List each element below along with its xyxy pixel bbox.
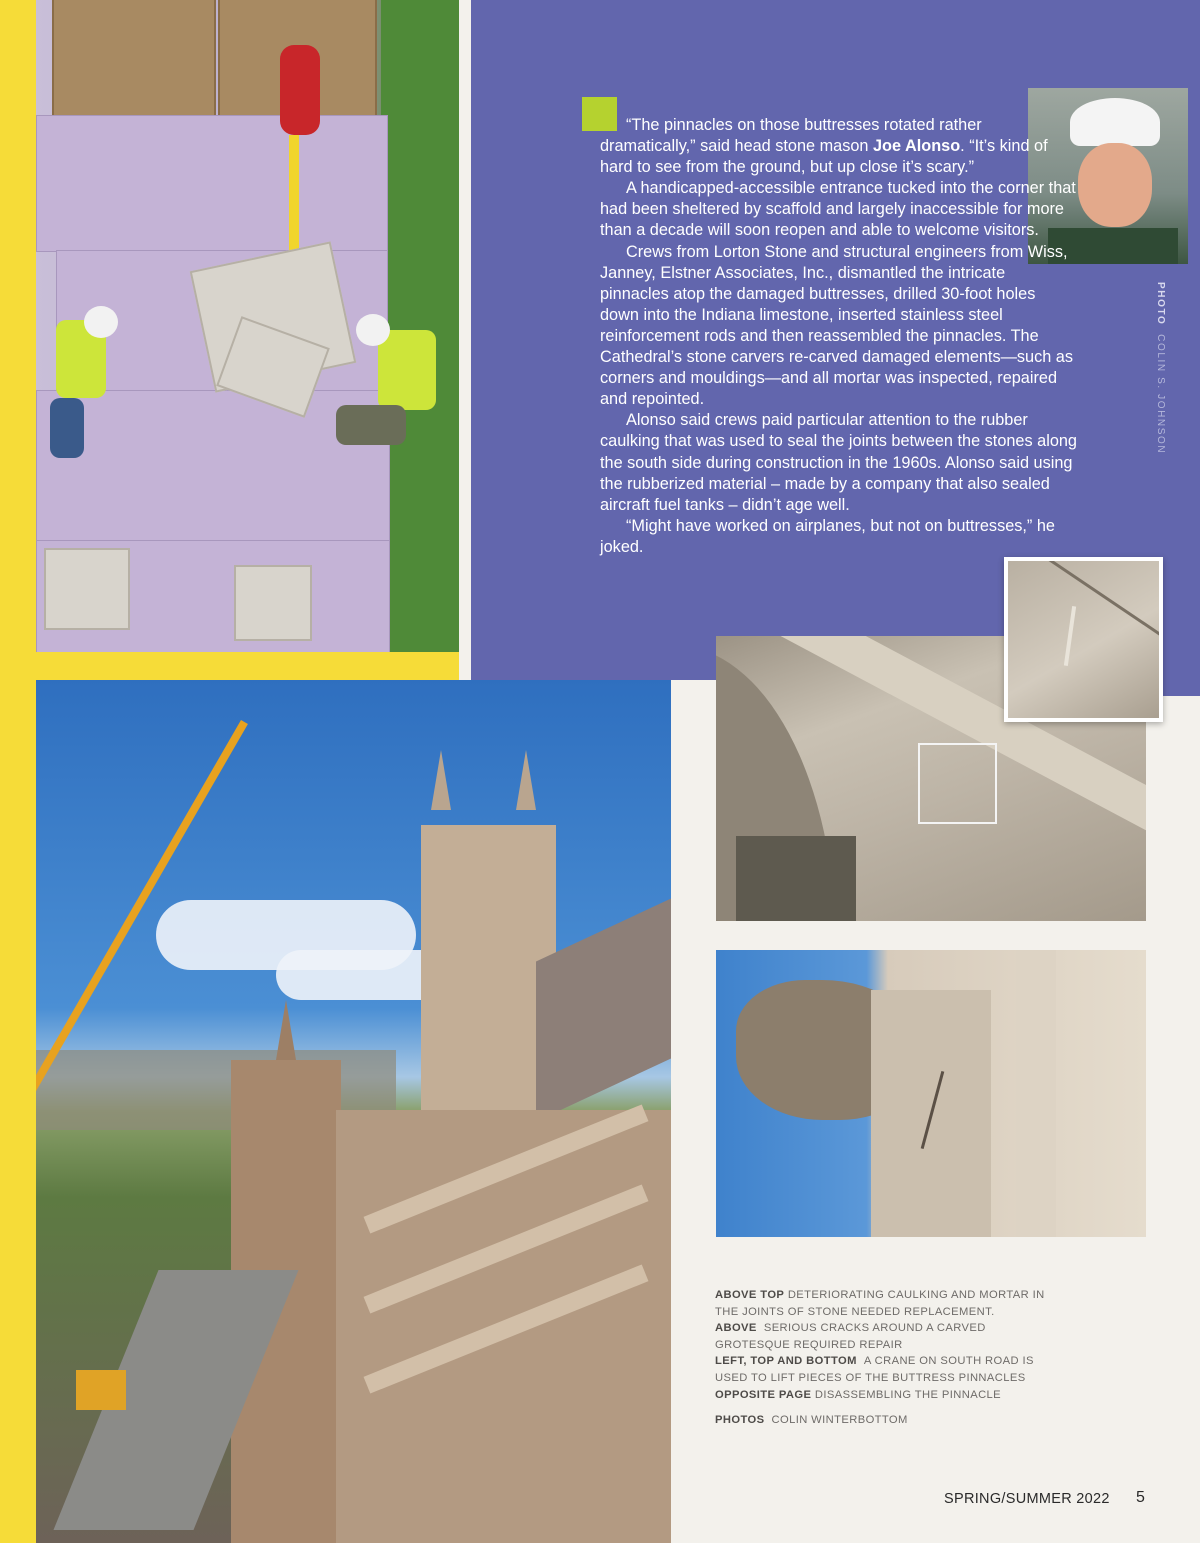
yellow-border-strip	[0, 0, 36, 1543]
article-body	[600, 115, 1078, 558]
body-paragraph-1: “The pinnacles on those buttresses rotated rather dramatically,” said head stone mason Joe Alonso. “It’s kind of hard to see from the ground, but up close it’s scary.”	[600, 116, 1048, 177]
headshot-credit-label: PHOTO	[1155, 282, 1166, 326]
body-paragraph-3: Crews from Lorton Stone and structural engineers from Wiss, Janney, Elstner Associates, Inc., dismantled the intricate pinnacles atop the damaged buttresses, drilled 30-foot holes down into the Indiana limestone, inserted stainless steel reinforcement rods and then reassembled the pinnacles. The Cathedral’s stone carvers re-carved damaged elements—such as corners and mouldings—and all mortar was inspected, repaired and repointed.	[600, 242, 1073, 409]
photo-caulking-closeup	[1004, 557, 1163, 722]
headshot-credit-name: COLIN S. JOHNSON	[1155, 334, 1166, 455]
caption-left: LEFT, TOP AND BOTTOM A CRANE ON SOUTH ROAD IS USED TO LIFT PIECES OF THE BUTTRESS PINNACLES	[715, 1355, 1034, 1384]
body-paragraph-5: “Might have worked on airplanes, but not on buttresses,” he joked.	[600, 516, 1055, 556]
caption-above: ABOVE SERIOUS CRACKS AROUND A CARVED GROTESQUE REQUIRED REPAIR	[715, 1322, 986, 1351]
speaker-name: Joe Alonso	[873, 137, 961, 156]
photo-cracked-grotesque	[716, 950, 1146, 1237]
photo-captions	[715, 1287, 1045, 1429]
page-number: 5	[1136, 1489, 1145, 1506]
photo-workers-lifting-pinnacle	[36, 0, 459, 652]
issue-label: SPRING/SUMMER 2022	[944, 1491, 1110, 1507]
zoom-highlight-box	[918, 743, 997, 824]
headshot-photo-credit	[1155, 282, 1166, 454]
caption-above-top: ABOVE TOP DETERIORATING CAULKING AND MORTAR IN THE JOINTS OF STONE NEEDED REPLACEMENT.	[715, 1289, 1045, 1318]
photo-crane-cathedral	[36, 680, 671, 1543]
body-paragraph-2: A handicapped-accessible entrance tucked into the corner that had been sheltered by scaffold and largely inaccessible for more than a decade will soon reopen and able to welcome visitors.	[600, 179, 1076, 240]
photos-credit: PHOTOS COLIN WINTERBOTTOM	[715, 1414, 908, 1427]
caption-opposite-page: OPPOSITE PAGE DISASSEMBLING THE PINNACLE	[715, 1388, 1002, 1401]
yellow-divider-band	[36, 652, 459, 680]
body-paragraph-4: Alonso said crews paid particular attention to the rubber caulking that was used to seal the joints between the stones along the south side during construction in the 1960s. Alonso said using the rubberized material – made by a company that also sealed aircraft fuel tanks – didn’t age well.	[600, 411, 1077, 514]
